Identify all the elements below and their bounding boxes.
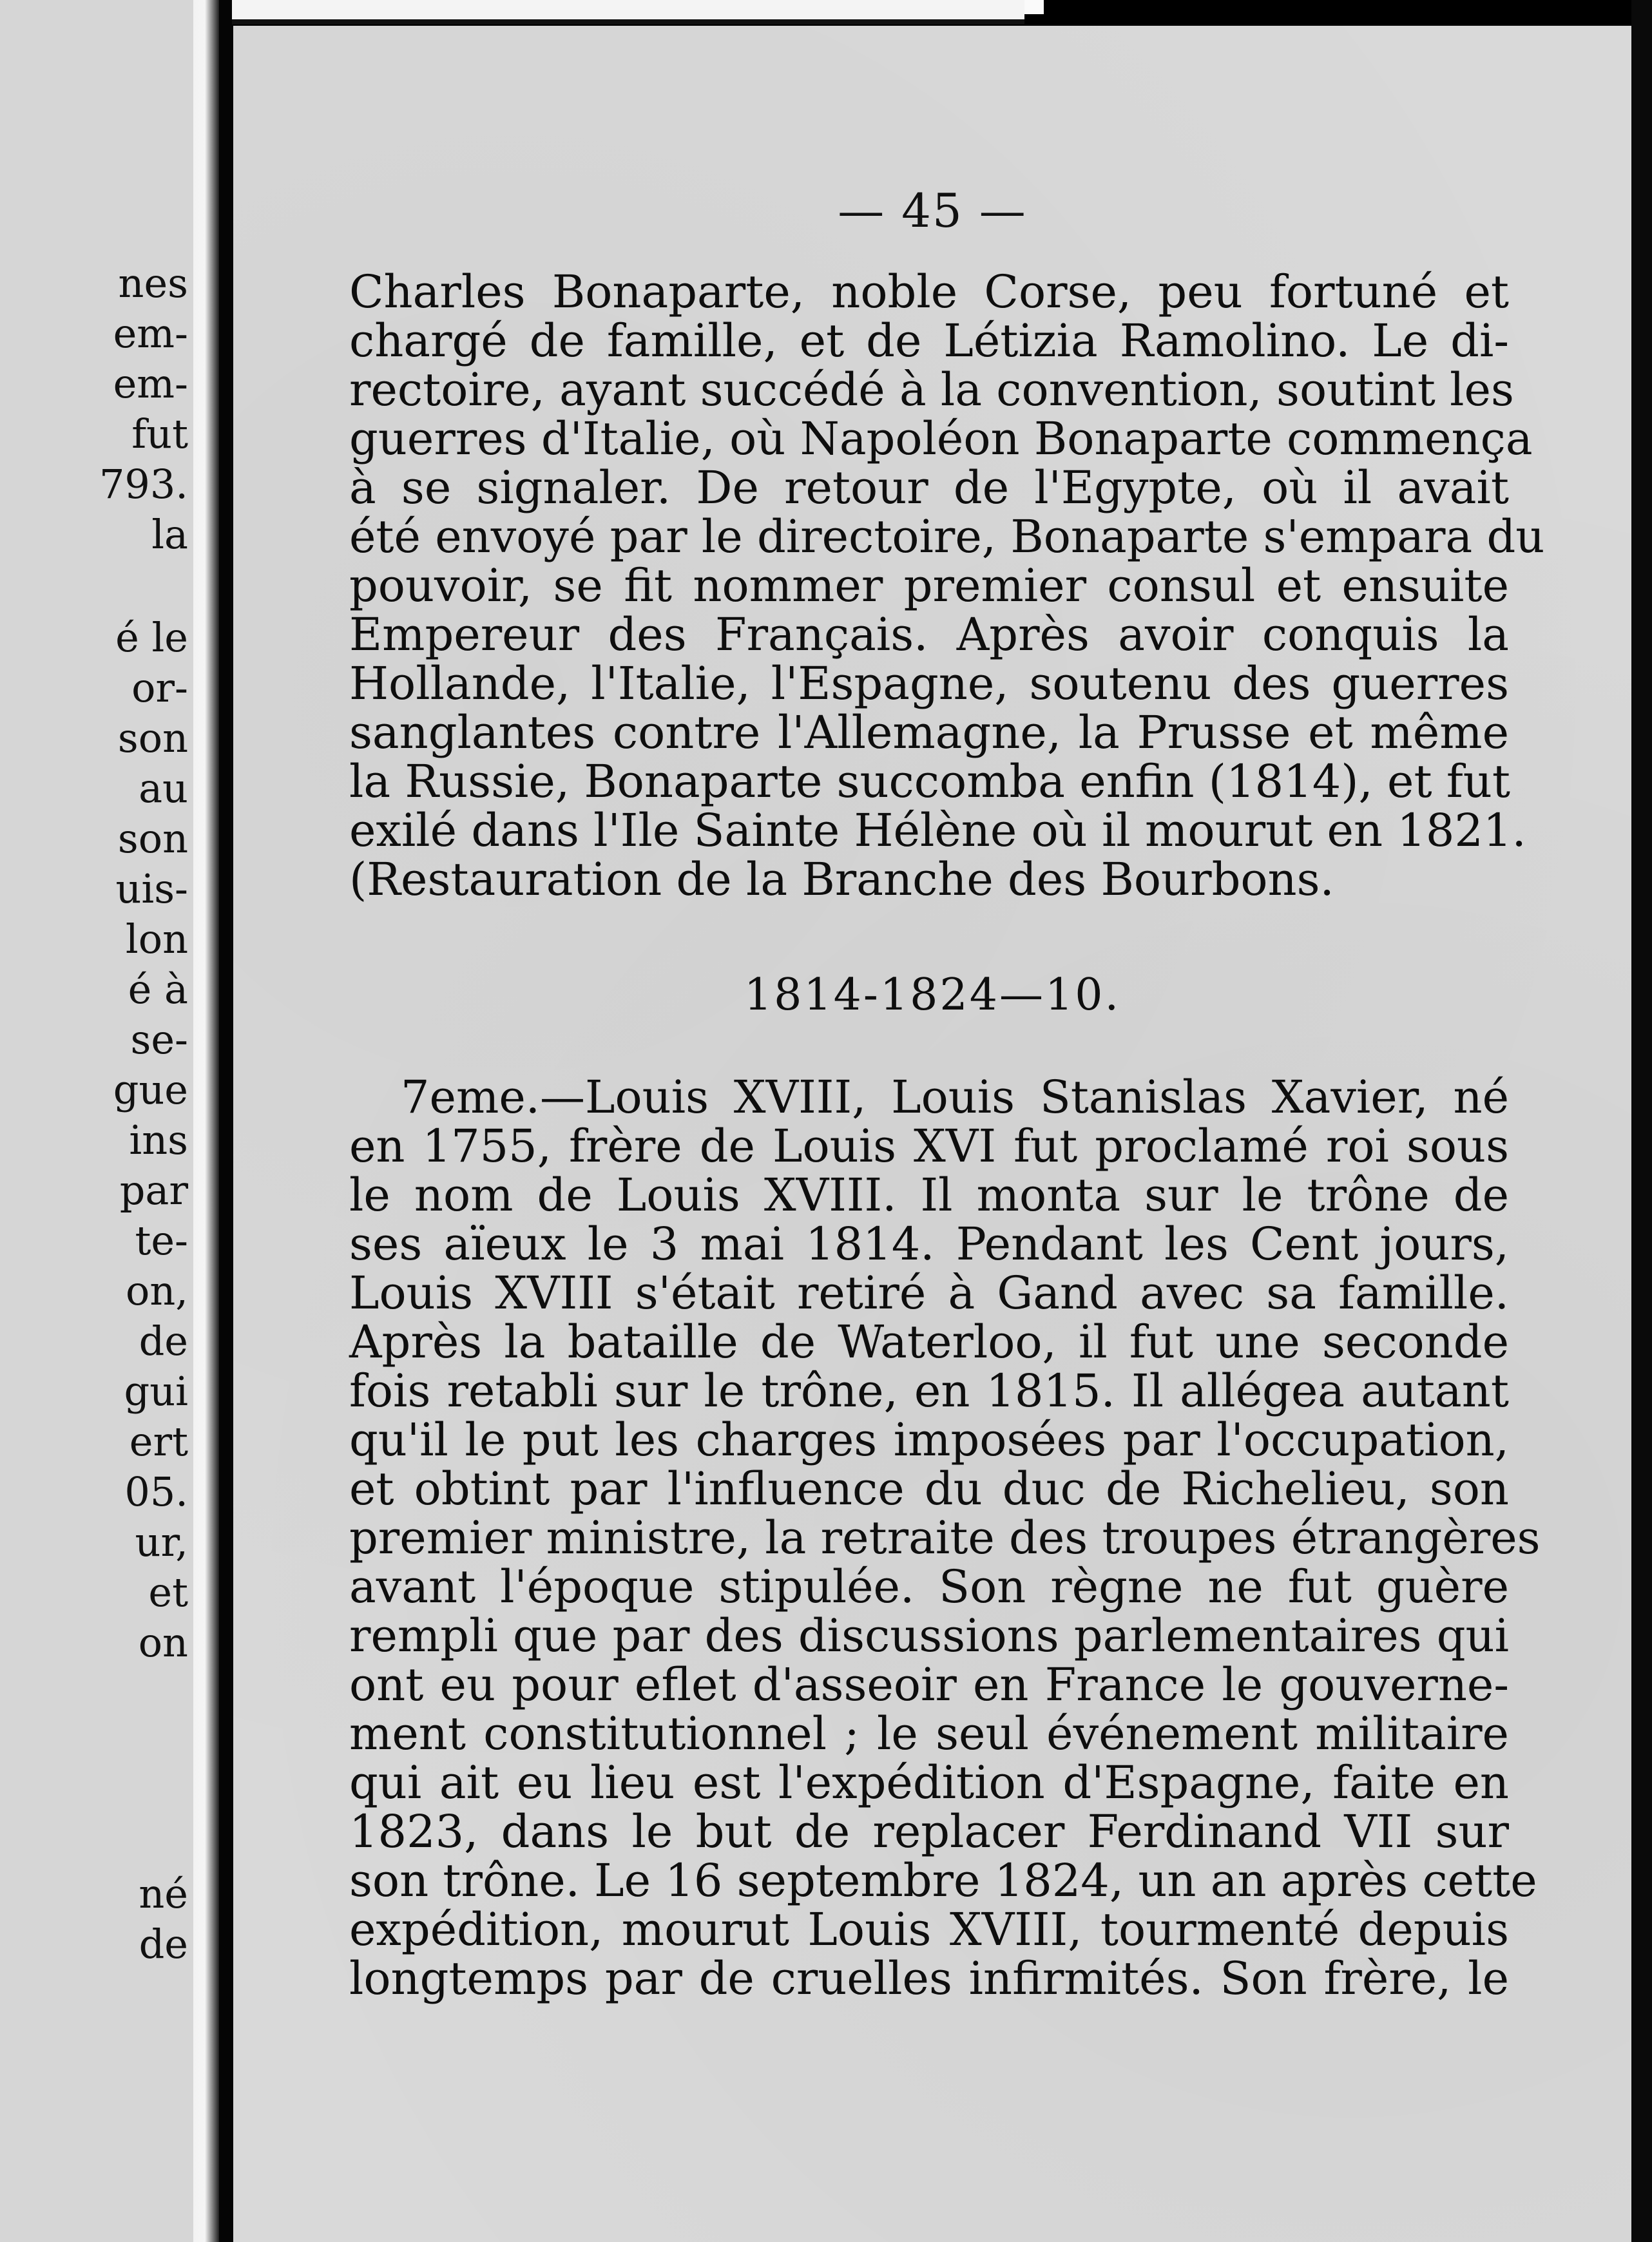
text-line: Charles Bonaparte, noble Corse, peu fortuné et (349, 265, 1509, 318)
left-fragment: par (119, 1167, 188, 1214)
left-fragment: son (117, 714, 188, 762)
left-fragment: or- (131, 664, 188, 711)
text-line: longtemps par de cruelles infirmités. Son frère, le (349, 1952, 1509, 2005)
text-line: ont eu pour eflet d'asseoir en France le gouverne- (349, 1658, 1509, 1711)
text-line: exilé dans l'Ile Sainte Hélène où il mourut en 1821. (349, 804, 1526, 857)
left-fragment: de (139, 1921, 188, 1968)
text-line: guerres d'Italie, où Napoléon Bonaparte commença (349, 412, 1533, 465)
left-fragment: é le (115, 614, 188, 661)
left-fragment: gui (124, 1368, 188, 1415)
text-line: Empereur des Français. Après avoir conquis la (349, 608, 1509, 661)
text-line: en 1755, frère de Louis XVI fut proclamé roi sous (349, 1120, 1509, 1173)
text-line: la Russie, Bonaparte succomba enfin (1814), et fut (349, 755, 1510, 808)
left-fragment: é à (128, 966, 188, 1013)
left-fragment: ins (129, 1116, 188, 1164)
text-line: rectoire, ayant succédé à la convention, soutint les (349, 363, 1514, 416)
text-line: ment constitutionnel ; le seul événement militaire (349, 1707, 1509, 1760)
left-fragment: fut (131, 410, 188, 457)
left-fragment: né (139, 1870, 188, 1917)
previous-page-sliver (0, 0, 193, 2242)
left-fragment: nes (118, 260, 188, 307)
left-fragment: on (138, 1619, 188, 1666)
text-line: 7eme.—Louis XVIII, Louis Stanislas Xavier, né (401, 1071, 1509, 1124)
gutter-shadow (219, 0, 233, 2242)
text-line: 1823, dans le but de replacer Ferdinand VII sur (349, 1805, 1509, 1858)
left-fragment: se- (130, 1016, 188, 1063)
left-fragment: gue (113, 1066, 188, 1113)
text-line: à se signaler. De retour de l'Egypte, où il avait (349, 461, 1509, 514)
left-fragment: et (148, 1569, 188, 1616)
text-line: premier ministre, la retraite des troupes étrangères (349, 1511, 1541, 1564)
left-fragment: lon (125, 915, 188, 963)
text-line: ses aïeux le 3 mai 1814. Pendant les Cent jours, (349, 1218, 1509, 1270)
text-line: le nom de Louis XVIII. Il monta sur le trône de (349, 1169, 1509, 1222)
main-page-top-edge (232, 0, 1024, 24)
left-fragment: te- (135, 1217, 188, 1264)
text-line: pouvoir, se fit nommer premier consul et ensuite (349, 559, 1509, 612)
left-fragment: em- (113, 310, 188, 357)
left-fragment: 793. (99, 461, 188, 508)
text-line: chargé de famille, et de Létizia Ramolino. Le di- (349, 314, 1509, 367)
text-line: expédition, mourut Louis XVIII, tourmenté depuis (349, 1903, 1509, 1956)
left-fragment: 05. (124, 1468, 188, 1515)
text-line: (Restauration de la Branche des Bourbons. (349, 853, 1334, 906)
text-line: qu'il le put les charges imposées par l'occupation, (349, 1413, 1509, 1466)
left-fragment: au (139, 765, 188, 812)
left-fragment: de (139, 1317, 188, 1365)
text-line: Après la bataille de Waterloo, il fut une seconde (349, 1316, 1509, 1368)
page-number: — 45 — (838, 184, 1027, 238)
text-line: rempli que par des discussions parlementaires qui (349, 1609, 1509, 1662)
right-page-edge (1631, 0, 1652, 2242)
text-line: Hollande, l'Italie, l'Espagne, soutenu des guerres (349, 657, 1509, 710)
left-fragment: ur, (135, 1519, 188, 1566)
left-fragment: uis- (115, 865, 188, 912)
text-line: Louis XVIII s'était retiré à Gand avec sa famille. (349, 1267, 1509, 1319)
left-fragment: em- (113, 360, 188, 407)
text-line: fois retabli sur le trône, en 1815. Il allégea autant (349, 1365, 1509, 1417)
text-line: avant l'époque stipulée. Son règne ne fut guère (349, 1560, 1509, 1613)
left-fragment: ert (129, 1418, 188, 1465)
text-line: son trône. Le 16 septembre 1824, un an après cette (349, 1854, 1537, 1907)
left-fragment: son (117, 815, 188, 862)
section-heading: 1814-1824—10. (744, 970, 1121, 1020)
text-line: qui ait eu lieu est l'expédition d'Espagne, faite en (349, 1756, 1509, 1809)
text-line: sanglantes contre l'Allemagne, la Prusse et même (349, 706, 1509, 759)
left-fragment: on, (126, 1267, 188, 1314)
left-fragment: la (151, 511, 188, 558)
text-line: et obtint par l'influence du duc de Richelieu, son (349, 1462, 1509, 1515)
text-line: été envoyé par le directoire, Bonaparte s'empara du (349, 510, 1545, 563)
main-page (233, 26, 1631, 2242)
